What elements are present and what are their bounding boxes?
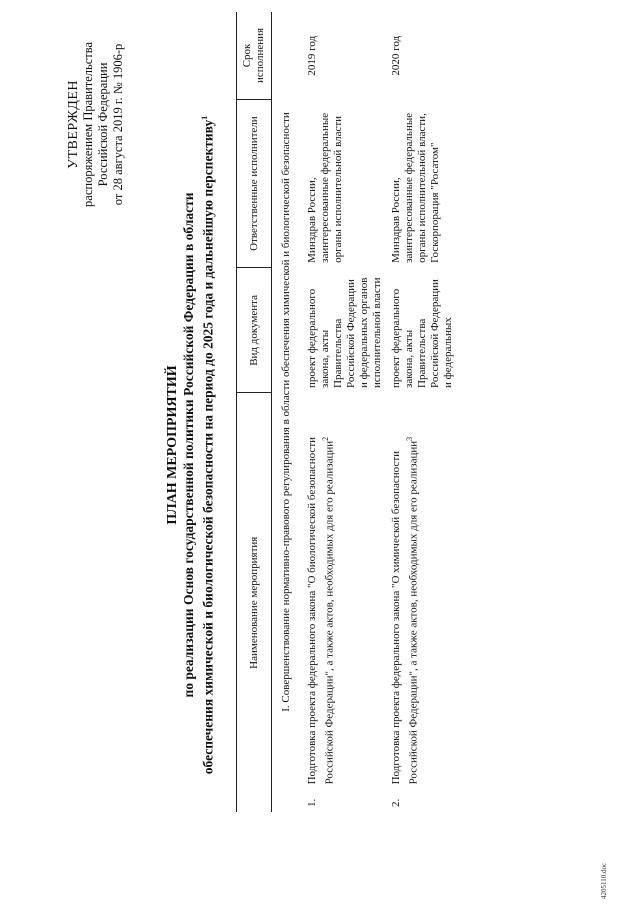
table-row [303, 12, 387, 812]
document-type: проект федерального закона, акты Правительства Российской Федерации и федеральных органов исполнительной власти [306, 277, 383, 388]
plan-subheading: по реализации Основ государственной политики Российской Федерации в области [181, 192, 196, 698]
footnote-mark: 2 [321, 436, 330, 441]
footnote-mark: 1 [200, 115, 209, 120]
section-title: I. Совершенствование нормативно-правового регулирования в области обеспечения химической и биологической безопасности [280, 112, 292, 712]
approval-title: УТВЕРЖДЕН [66, 80, 81, 169]
column-header-doc-type: Вид документа [237, 268, 272, 393]
deadline: 2020 год [390, 35, 402, 76]
approval-date: от 28 августа 2019 г. № 1906-р [111, 43, 125, 206]
row-number: 1. [306, 798, 318, 807]
plan-heading: ПЛАН МЕРОПРИЯТИЙ [165, 365, 180, 525]
row-number: 2. [390, 798, 402, 807]
plan-subheading-2: обеспечения химической и биологической безопасности на период до 2025 года и дальнейшую перспективу$^1$ [200, 115, 216, 775]
table-header-row [237, 12, 272, 812]
measures-table [236, 12, 458, 812]
document-type: проект федерального закона, акты Правительства Российской Федерации и федеральных [390, 279, 454, 388]
approval-line: Российской Федерации [96, 62, 110, 187]
footnote-mark: 3 [405, 436, 414, 441]
measure-name: Подготовка проекта федерального закона "О химической безопасности Российской Федерации", а также актов, необходимых для его реализации$^3$ [390, 436, 420, 785]
measure-name: Подготовка проекта федерального закона "О биологической безопасности Российской Федерации", а также актов, необходимых для его реализации$^2$ [306, 436, 336, 785]
approval-line: распоряжением Правительства [81, 42, 95, 207]
responsible-executors: Минздрав России, заинтересованные федеральные органы исполнительной власти, Госкорпорация "Росатом" [390, 112, 441, 263]
section-row [272, 12, 304, 812]
column-header-responsible: Ответственные исполнители [237, 99, 272, 267]
table-row [387, 12, 458, 812]
deadline: 2019 год [306, 35, 318, 76]
approval-stamp [66, 42, 126, 207]
column-header-deadline: Срок исполнения [237, 12, 272, 99]
column-header-name: Наименование мероприятия [237, 393, 272, 812]
file-name-footer: 4205110.doc [600, 862, 608, 899]
document-title [165, 65, 217, 825]
responsible-executors: Минздрав России, заинтересованные федеральные органы исполнительной власти [306, 112, 344, 263]
